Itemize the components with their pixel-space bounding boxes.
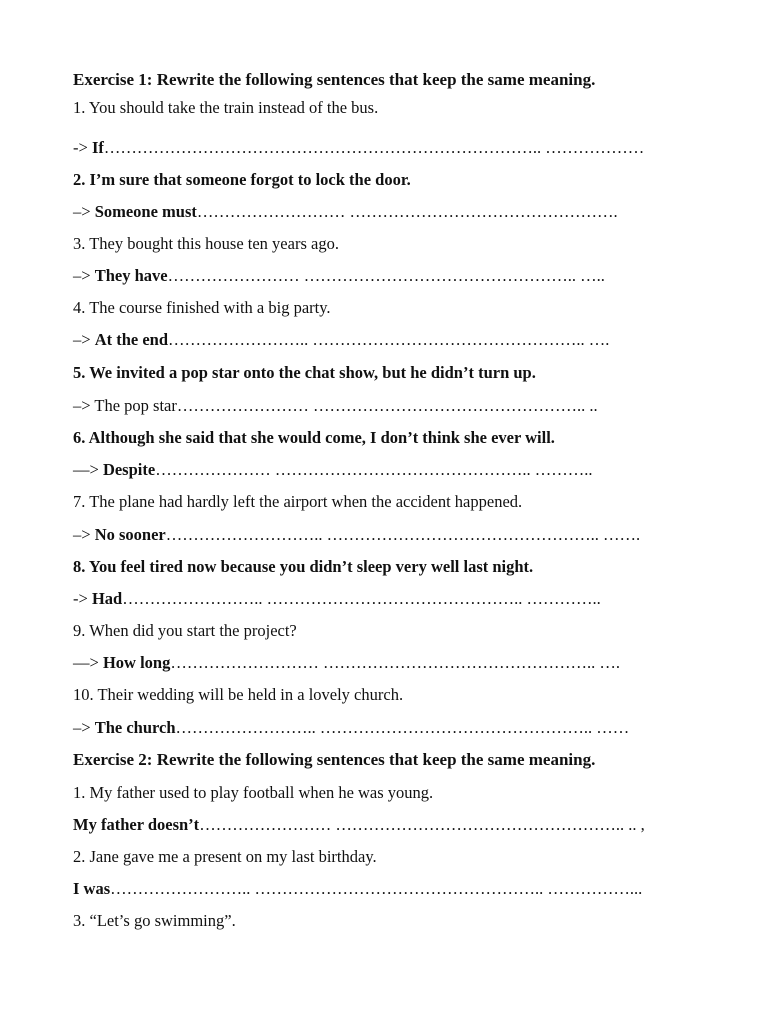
ex1-question-6: 6. Although she said that she would come, I don’t think she ever will. xyxy=(73,428,555,447)
answer-prefix: –> xyxy=(73,266,95,285)
answer-stem: Had xyxy=(91,589,123,608)
answer-blank: ……………………….. ………………………………………….. ……. xyxy=(165,525,641,544)
ex1-question-10: 10. Their wedding will be held in a lovely church. xyxy=(73,685,404,704)
ex1-question-2: 2. I’m sure that someone forgot to lock the door. xyxy=(73,170,411,189)
answer-prefix: —> xyxy=(73,653,103,672)
answer-prefix: –> xyxy=(73,330,95,349)
ex1-answer-line-2 xyxy=(73,202,618,222)
ex1-answer-line-8 xyxy=(73,589,601,609)
ex2-answer-line-1 xyxy=(73,815,645,835)
answer-stem: No sooner xyxy=(94,525,166,544)
answer-prefix: -> xyxy=(73,138,92,157)
answer-stem: My father doesn’t xyxy=(73,815,200,834)
answer-prefix: –> xyxy=(73,202,95,221)
ex1-question-9: 9. When did you start the project? xyxy=(73,621,297,640)
ex1-answer-line-4 xyxy=(73,330,609,350)
exercise2-heading: Exercise 2: Rewrite the following sentences that keep the same meaning. xyxy=(73,750,596,769)
answer-blank: …………………….. ………………………………………….. …… xyxy=(175,718,630,737)
exercise1-heading: Exercise 1: Rewrite the following sentences that keep the same meaning. xyxy=(73,70,596,89)
ex2-question-3: 3. “Let’s go swimming”. xyxy=(73,911,236,930)
ex2-question-1: 1. My father used to play football when he was young. xyxy=(73,783,434,802)
ex1-question-3: 3. They bought this house ten years ago. xyxy=(73,234,339,253)
ex2-question-2: 2. Jane gave me a present on my last birthday. xyxy=(73,847,377,866)
answer-blank: ………………… ……………………………………….. ……….. xyxy=(155,460,593,479)
answer-prefix: –> xyxy=(73,525,95,544)
ex1-answer-line-9 xyxy=(73,653,620,673)
answer-stem: How long xyxy=(102,653,171,672)
ex1-answer-line-3 xyxy=(73,266,605,286)
ex1-answer-line-10 xyxy=(73,718,629,738)
answer-blank: ……………………… ………………………………………….. …. xyxy=(170,653,620,672)
answer-stem: They have xyxy=(94,266,168,285)
answer-blank: …………………… …………………………………………….. .. , xyxy=(199,815,645,834)
ex1-answer-line-1 xyxy=(73,138,644,158)
answer-blank: …………………… ………………………………………….. .. xyxy=(176,396,598,415)
answer-blank: …………………….. ……………………………………….. ………….. xyxy=(122,589,601,608)
answer-stem: If xyxy=(91,138,104,157)
answer-stem: Despite xyxy=(102,460,156,479)
ex1-answer-line-6 xyxy=(73,460,592,480)
answer-blank: …………………….. ………………………………………….. …. xyxy=(168,330,610,349)
answer-blank: …………………….. …………………………………………….. ……………... xyxy=(110,879,643,898)
ex1-question-7: 7. The plane had hardly left the airport when the accident happened. xyxy=(73,492,523,511)
ex1-question-1: 1. You should take the train instead of the bus. xyxy=(73,98,379,117)
answer-stem: The church xyxy=(94,718,176,737)
answer-prefix: -> xyxy=(73,589,92,608)
ex1-question-8: 8. You feel tired now because you didn’t sleep very well last night. xyxy=(73,557,534,576)
ex2-answer-line-2 xyxy=(73,879,642,899)
answer-blank: ……………………… …………………………………………. xyxy=(196,202,618,221)
answer-stem: At the end xyxy=(94,330,169,349)
answer-blank: …………………………………………………………………….. ……………… xyxy=(103,138,645,157)
ex1-question-4: 4. The course finished with a big party. xyxy=(73,298,331,317)
answer-prefix: –> xyxy=(73,718,95,737)
answer-prefix: –> xyxy=(73,396,95,415)
ex1-answer-line-7 xyxy=(73,525,640,545)
answer-blank: …………………… ………………………………………….. ….. xyxy=(167,266,605,285)
ex1-answer-line-5 xyxy=(73,396,598,416)
ex1-question-5: 5. We invited a pop star onto the chat show, but he didn’t turn up. xyxy=(73,363,536,382)
answer-stem: I was xyxy=(73,879,111,898)
answer-stem: The pop star xyxy=(94,396,177,415)
answer-prefix: —> xyxy=(73,460,103,479)
answer-stem: Someone must xyxy=(94,202,197,221)
